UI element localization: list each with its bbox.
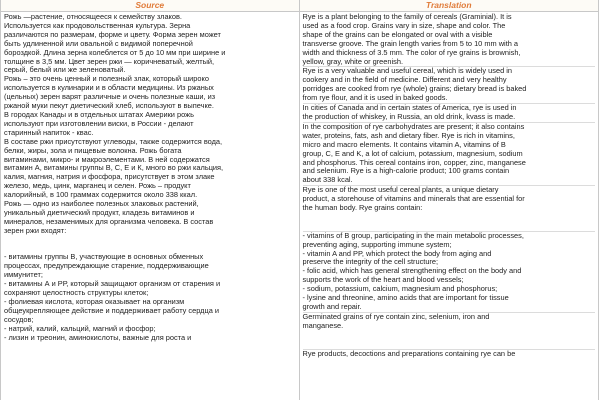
text-line: - sodium, potassium, calcium, magnesium and phosphorus; <box>302 284 498 294</box>
text-line: калорийный, в 100 граммах содержится около 338 ккал. <box>4 190 198 200</box>
text-line: В составе ржи присутствуют углеводы, также содержится вода, <box>4 136 223 146</box>
text-line <box>4 236 296 245</box>
text-line: about 338 kcal. <box>302 175 353 185</box>
text-line: используют при изготовлении виски, в России - делают <box>4 118 194 128</box>
text-line <box>4 360 296 369</box>
text-line: толщине в 3,5 мм. Цвет зерен ржи — коричневатый, желтый, <box>4 56 215 66</box>
text-line: В городах Канады и в отдельных штатах Америки рожь <box>4 109 194 119</box>
text-line: Rye is a plant belonging to the family of cereals (Graminial). It is <box>302 12 512 21</box>
text-line: Используется как продовольственная культура. Зерна <box>4 20 191 30</box>
text-line <box>303 213 596 222</box>
translation-text-cell[interactable] <box>300 12 599 400</box>
text-line <box>4 378 296 387</box>
text-line: - vitamin A and PP, which protect the body from aging and <box>302 248 492 258</box>
text-line: - фолиевая кислота, которая оказывает на организм <box>4 297 185 306</box>
table-header <box>1 0 598 12</box>
text-line <box>4 387 296 396</box>
text-line: preventing aging, supporting immune system; <box>302 239 452 249</box>
text-line: group, C, E and K, a lot of calcium, potassium, magnesium, sodium <box>302 148 523 158</box>
text-line: старинный напиток - квас. <box>4 127 94 137</box>
text-line: белки, жиры, зола и пищевые волокна. Рожь богата <box>4 145 182 155</box>
text-line: общеукрепляющее действие и поддерживает работу сердца и <box>4 305 220 315</box>
text-line <box>303 358 596 367</box>
text-line: витамин А, витамины группы В, С, Е и К, много во ржи кальция, <box>4 163 224 173</box>
text-line <box>303 222 596 231</box>
text-line <box>303 367 596 376</box>
text-line: manganese. <box>302 320 344 330</box>
text-line: Rye products, decoctions and preparations containing rye can be <box>303 349 596 359</box>
text-line <box>303 331 596 340</box>
text-line <box>303 376 596 385</box>
text-line: porridges are cooked from rye (whole) grains; dietary bread is baked <box>302 84 527 94</box>
text-line <box>303 385 596 394</box>
text-line: - folic acid, which has general strengthening effect on the body and <box>302 266 522 276</box>
text-line: - vitamins of B group, participating in the main metabolic processes, <box>303 231 596 241</box>
text-line: transverse groove. The grain length varies from 5 to 10 mm with a <box>302 38 519 48</box>
text-line: growth and repair. <box>302 302 362 311</box>
text-line: preserve the integrity of the cell structure; <box>302 257 439 267</box>
text-line: - лизин и треонин, аминокислоты, важные для роста и <box>4 332 192 342</box>
text-line: - витамины группы В, участвующие в основных обменных <box>4 252 204 262</box>
text-line: сосудов; <box>4 314 34 324</box>
text-line: уникальный диетический продукт, кладезь витаминов и <box>4 207 195 217</box>
source-text-cell[interactable] <box>1 12 300 400</box>
text-line: железо, медь, цинк, марганец и селен. Рожь – продукт <box>4 181 191 191</box>
text-line: иммунитет; <box>4 270 43 280</box>
text-line: витаминами, микро- и макроэлементами. В ней содержатся <box>4 154 210 164</box>
text-line: Рожь —растение, относящееся к семейству злаков. <box>4 12 182 21</box>
text-line: Germinated grains of rye contain zinc, selenium, iron and <box>303 312 596 322</box>
text-line: ржаной муки пекут диетический хлеб, используют в выпечке. <box>4 101 214 111</box>
text-line: Rye is one of the most useful cereal plants, a unique dietary <box>303 185 596 195</box>
text-line: shape of the grains can be elongated or oval with a visible <box>302 29 493 39</box>
text-line: (цельных) зерен варят различные и очень полезные каши, из <box>4 92 216 102</box>
text-line: from rye flour, and it is used in baked goods. <box>302 93 448 103</box>
text-line: калия, магния, натрия и фосфора, присутствует в этом злаке <box>4 172 215 182</box>
text-line: сохраняют целостность структуры клеток; <box>4 288 149 298</box>
text-line: используется в кулинарии и в области медицины. Из ржаных <box>4 83 214 93</box>
text-line: width and thickness of 3.5 mm. The color of rye grains is brownish, <box>302 47 521 57</box>
text-line: Рожь – это очень ценный и полезный злак, который широко <box>4 74 209 84</box>
text-line: минералов, незаменимых для организма человека. В состав <box>4 216 214 226</box>
translation-column-header: Translation <box>300 0 599 11</box>
text-line <box>4 343 296 352</box>
text-line: and phosphorus. This cereal contains iron, copper, zinc, manganese <box>302 157 526 167</box>
text-line: cookery and in the field of medicine. Different and very healthy <box>302 75 507 85</box>
text-line: - lysine and threonine, amino acids that are important for tissue <box>302 293 509 303</box>
text-line: зерен ржи входят: <box>4 225 67 235</box>
text-line: Rye is a very valuable and useful cereal, which is widely used in <box>303 66 596 76</box>
table-row <box>1 12 598 400</box>
text-line: product, a storehouse of vitamins and minerals that are essential for <box>302 194 525 204</box>
text-line: water, proteins, fats, ash and dietary fiber. Rye is rich in vitamins, <box>302 130 515 140</box>
text-line: the production of whiskey, in Russia, an old drink, kvass is made. <box>302 111 516 121</box>
text-line <box>4 369 296 378</box>
text-line: and selenium. Rye is a high-calorie product; 100 grams contain <box>302 166 510 176</box>
text-line: the human body. Rye grains contain: <box>302 203 423 213</box>
text-line: - натрий, калий, кальций, магний и фосфор; <box>4 323 156 333</box>
text-line <box>303 340 596 349</box>
text-line: быть удлиненной или овальной с видимой поперечной <box>4 38 193 48</box>
text-line: supports the work of the heart and blood vessels; <box>302 275 464 285</box>
text-line: yellow, gray, white or greenish. <box>302 56 404 66</box>
text-line: In cities of Canada and in certain states of America, rye is used in <box>303 103 596 113</box>
text-line: бороздкой. Длина зерна колеблется от 5 до 10 мм при ширине и <box>4 47 226 57</box>
text-line: различаются по размерам, форме и цвету. Форма зерен может <box>4 29 221 39</box>
text-line: - витамины А и РР, который защищают организм от старения и <box>4 279 221 289</box>
text-line <box>4 351 296 360</box>
text-line: micro and macro elements. It contains vitamin A, vitamins of B <box>302 139 506 149</box>
source-column-header: Source <box>1 0 300 11</box>
text-line <box>303 394 596 400</box>
text-line: In the composition of rye carbohydrates are present; it also contains <box>303 122 596 132</box>
text-line: Рожь — одно из наиболее полезных злаковых растений, <box>4 199 199 209</box>
text-line: процессах, предупреждающие старение, поддерживающие <box>4 261 209 271</box>
text-line: used as a food crop. Grains vary in size, shape and color. The <box>302 20 506 30</box>
text-line: серый, белый или же зеленоватый. <box>4 65 126 75</box>
